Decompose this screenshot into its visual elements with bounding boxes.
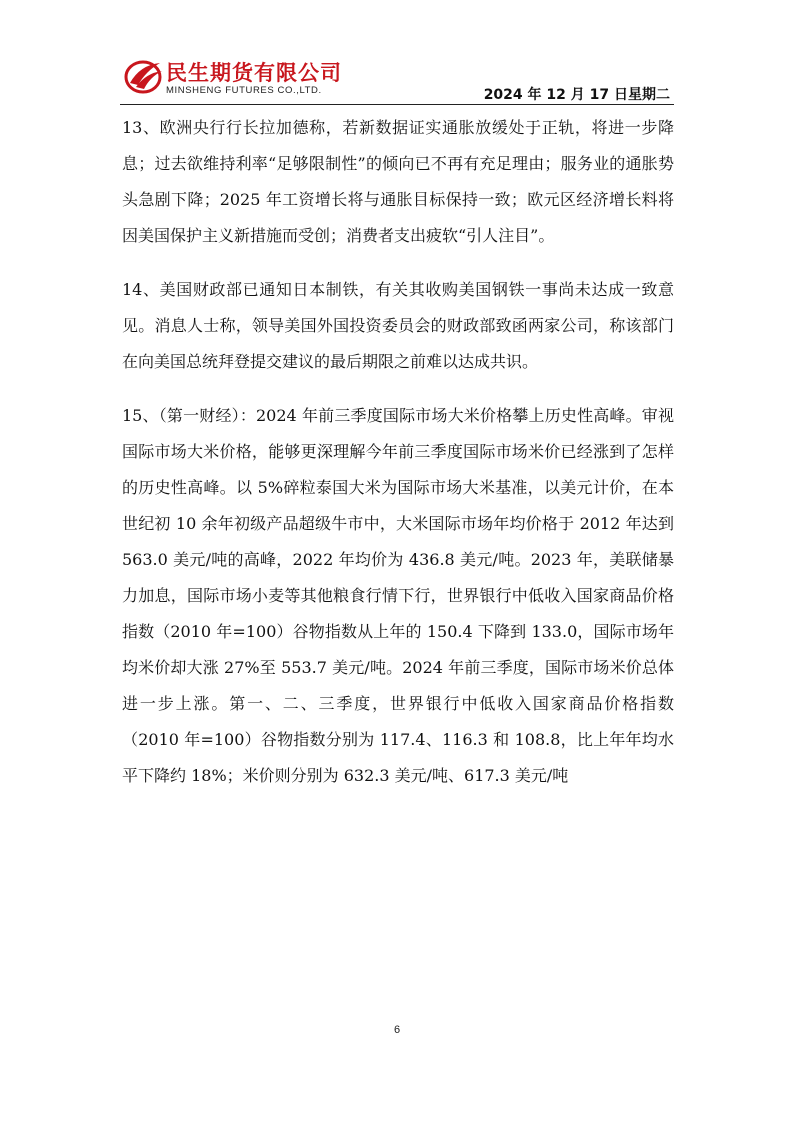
- news-content: [122, 110, 674, 794]
- news-item-14: 14、美国财政部已通知日本制铁，有关其收购美国钢铁一事尚未达成一致意见。消息人士称，领导美国外国投资委员会的财政部致函两家公司，称该部门在向美国总统拜登提交建议的最后期限之前难以达成共识。: [122, 280, 674, 371]
- header-divider: [120, 104, 674, 105]
- news-item-13: 13、欧洲央行行长拉加德称，若新数据证实通胀放缓处于正轨，将进一步降息；过去欲维持利率“足够限制性”的倾向已不再有充足理由；服务业的通胀势头急剧下降；2025 年工资增长将与通胀目标保持一致；欧元区经济增长料将因美国保护主义新措施而受创；消费者支出疲软“引人注目”。: [122, 118, 674, 245]
- report-date: 2024 年 12 月 17 日星期二: [483, 87, 670, 103]
- page-header: [0, 0, 794, 112]
- minsheng-logo-icon: [124, 57, 164, 95]
- company-name-en: MINSHENG FUTURES CO.,LTD.: [166, 85, 322, 96]
- news-item-15: 15、（第一财经）：2024 年前三季度国际市场大米价格攀上历史性高峰。审视国际市场大米价格，能够更深理解今年前三季度国际市场米价已经涨到了怎样的历史性高峰。以 5%碎粒泰国大米为国际市场大米基准，以美元计价，在本世纪初 10 余年初级产品超级牛市中，大米国际市场年均价格于 2012 年达到 563.0 美元/吨的高峰，2022 年均价为 436.8 美元/吨。2023 年，美联储暴力加息，国际市场小麦等其他粮食行情下行，世界银行中低收入国家商品价格指数（2010 年=100）谷物指数从上年的 150.4 下降到 133.0，国际市场年均米价却大涨 27%至 553.7 美元/吨。2024 年前三季度，国际市场米价总体进一步上涨。第一、二、三季度，世界银行中低收入国家商品价格指数（2010 年=100）谷物指数分别为 117.4、116.3 和 108.8，比上年年均水平下降约 18%；米价则分别为 632.3 美元/吨、617.3 美元/吨: [122, 406, 674, 785]
- company-logo: [124, 57, 364, 99]
- page-number: 6: [393, 1024, 401, 1036]
- company-name-cn: 民生期货有限公司: [166, 61, 342, 85]
